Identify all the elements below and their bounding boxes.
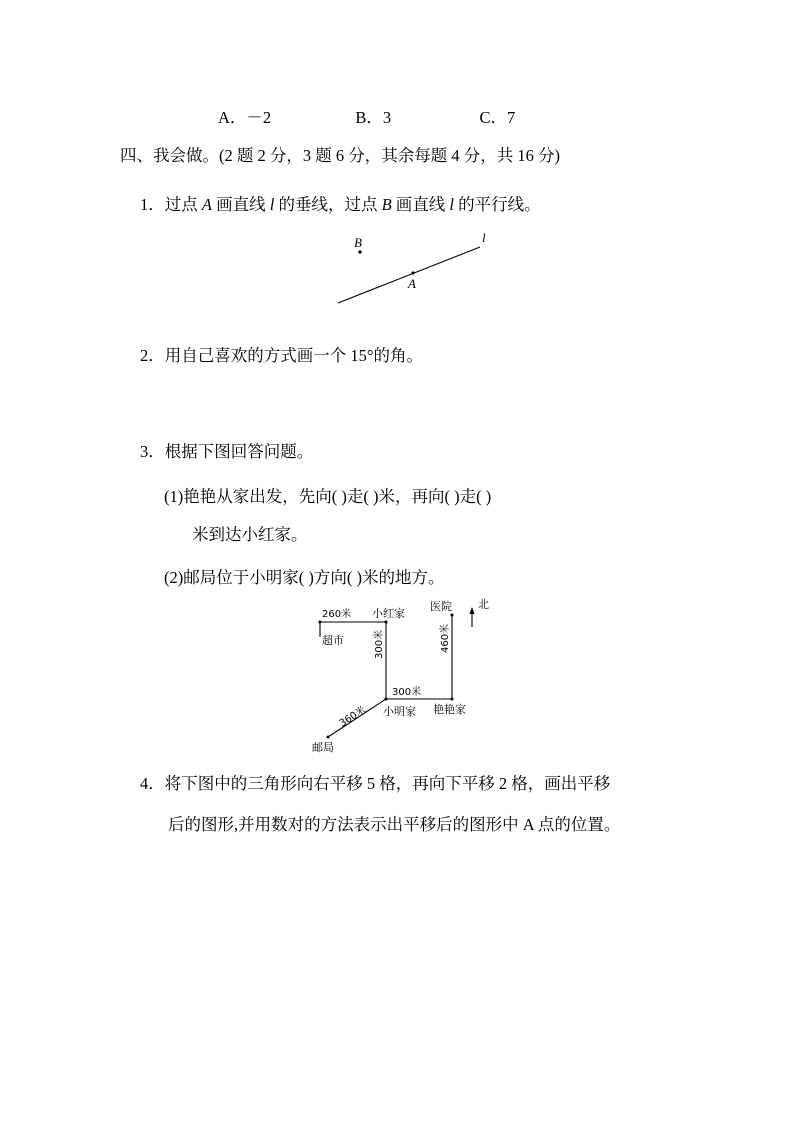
node-supermarket bbox=[319, 621, 322, 624]
label-distance-300h: 300米 bbox=[392, 687, 422, 698]
point-a-dot bbox=[411, 271, 414, 274]
question-1 bbox=[140, 190, 541, 220]
choice-a: A．－2 bbox=[218, 108, 272, 127]
point-a-label: A bbox=[201, 195, 212, 214]
label-distance-460: 460米 bbox=[440, 623, 451, 653]
line-l-text: l bbox=[482, 230, 486, 245]
north-arrow-head bbox=[469, 607, 474, 614]
question-3-part1-line2: 米到达小红家。 bbox=[192, 525, 308, 544]
point-b-label: B bbox=[381, 195, 392, 214]
line-l bbox=[338, 247, 480, 303]
line-l-label-2: l bbox=[449, 195, 454, 214]
choice-c: C．7 bbox=[479, 108, 516, 127]
node-hospital bbox=[451, 614, 454, 617]
label-xiaoming: 小明家 bbox=[383, 705, 416, 718]
label-hospital: 医院 bbox=[430, 600, 452, 613]
question-3-part2: (2)邮局位于小明家( )方向( )米的地方。 bbox=[164, 568, 445, 587]
node-postoffice bbox=[327, 736, 330, 739]
question-4-line1: 4．将下图中的三角形向右平移 5 格，再向下平移 2 格，画出平移 bbox=[140, 774, 611, 793]
label-supermarket: 超市 bbox=[322, 634, 344, 647]
node-xiaoming bbox=[385, 698, 388, 701]
figure-map-svg bbox=[300, 595, 520, 760]
question-3: 3．根据下图回答问题。 bbox=[140, 442, 314, 461]
figure-line-and-points bbox=[330, 225, 510, 310]
question-1-text-5: 的平行线。 bbox=[454, 195, 541, 214]
point-a-text: A bbox=[408, 276, 416, 291]
north-label: 北 bbox=[478, 598, 489, 611]
answer-choices-row bbox=[218, 104, 515, 128]
label-postoffice: 邮局 bbox=[312, 741, 334, 754]
node-yanyan bbox=[451, 698, 454, 701]
line-l-label-1: l bbox=[269, 195, 275, 214]
question-2: 2．用自己喜欢的方式画一个 15°的角。 bbox=[140, 346, 423, 365]
question-1-text-3: 的垂线，过点 bbox=[274, 195, 382, 214]
label-distance-300v: 300米 bbox=[374, 629, 385, 659]
figure-line-svg bbox=[330, 225, 510, 310]
label-xiaohong: 小红家 bbox=[372, 607, 405, 620]
point-b-dot bbox=[358, 250, 361, 253]
point-b-text: B bbox=[354, 235, 362, 250]
choice-b: B．3 bbox=[355, 108, 392, 127]
question-1-text-4: 画直线 bbox=[391, 195, 450, 214]
node-xiaohong bbox=[385, 621, 388, 624]
question-1-text-2: 画直线 bbox=[211, 195, 270, 214]
label-distance-260: 260米 bbox=[322, 609, 352, 620]
question-1-text-1: 过点 bbox=[164, 195, 202, 214]
question-4-line2: 后的图形,并用数对的方法表示出平移后的图形中 A 点的位置。 bbox=[168, 815, 621, 834]
label-yanyan: 艳艳家 bbox=[433, 703, 466, 716]
label-distance-360: 360米 bbox=[337, 704, 369, 730]
figure-map bbox=[300, 595, 520, 760]
section-heading: 四、我会做。(2 题 2 分，3 题 6 分，其余每题 4 分，共 16 分) bbox=[120, 146, 560, 165]
question-3-part1-line1: (1)艳艳从家出发，先向( )走( )米，再向( )走( ) bbox=[164, 487, 492, 506]
question-1-number: 1． bbox=[140, 195, 165, 214]
